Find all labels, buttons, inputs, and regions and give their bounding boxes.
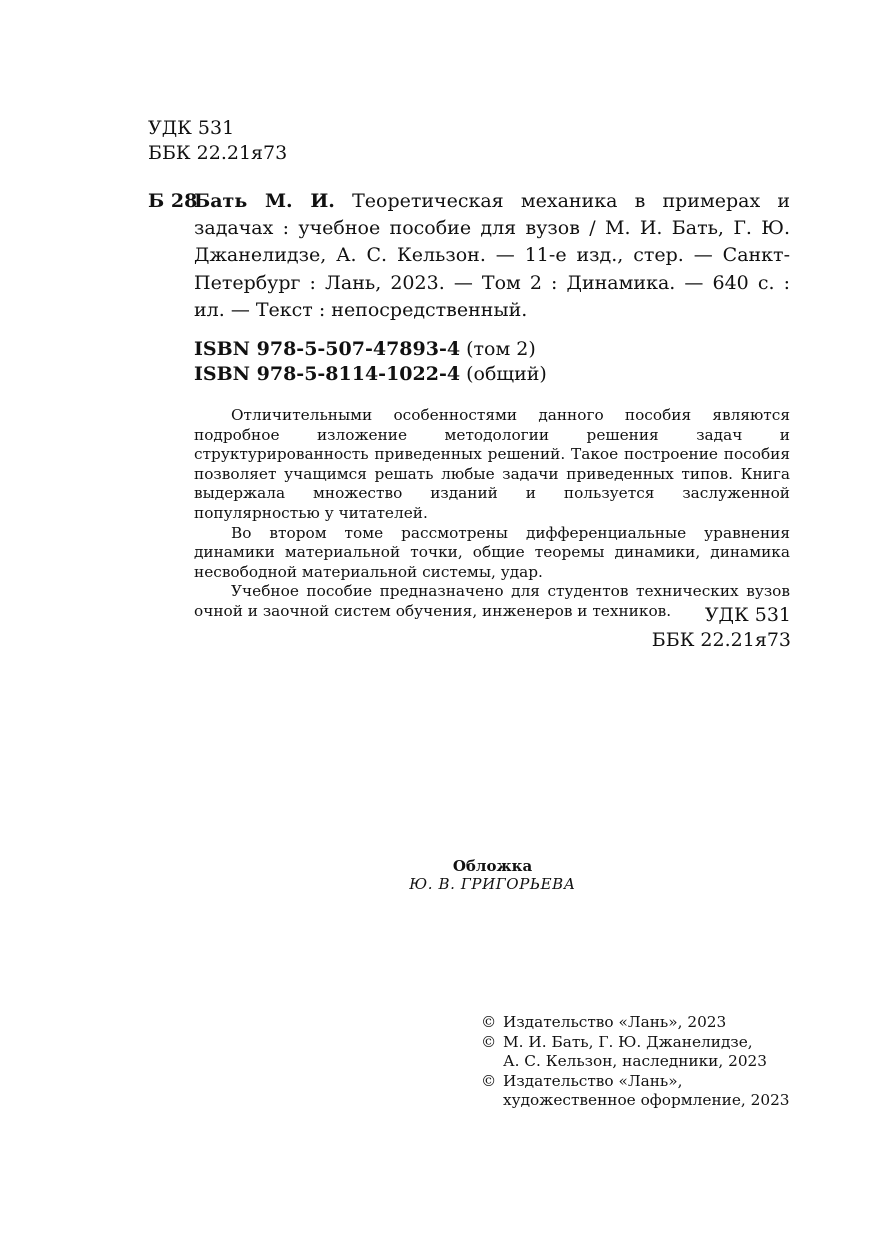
copyright-text	[503, 1072, 790, 1111]
bibliographic-description-block	[194, 188, 790, 324]
udk-code: УДК 531	[704, 604, 791, 626]
copyright-sign: ©	[481, 1071, 497, 1090]
copyright-line: художественное оформление, 2023	[503, 1091, 790, 1109]
isbn-number: ISBN 978-5-507-47893-4	[194, 338, 461, 360]
annotation	[194, 406, 790, 622]
bibliographic-description: Теоретическая механика в примерах и задачах : учебное пособие для вузов / М. И. Бать, Г. Ю. Джанелидзе, А. С. Кельзон. — 11-е изд., стер. — Санкт-Петербург : Лань, 2023. — Том 2 : Динамика. — 640 с. : ил. — Текст : непосредственный.	[194, 190, 790, 321]
classification-codes-top	[148, 116, 287, 166]
udk-code: УДК 531	[148, 117, 235, 139]
copyright-sign: ©	[481, 1013, 497, 1031]
bbk-code: ББК 22.21я73	[148, 142, 288, 164]
annotation-paragraph: Отличительными особенностями данного пособия являются подробное изложение методологии решения задач и структурированность приведенных решений. Такое построение пособия позволяет учащимся решать любые задачи приведенных типов. Книга выдержала множество изданий и пользуется заслуженной популярностью у читателей.	[194, 406, 790, 522]
annotation-paragraph: Во втором томе рассмотрены дифференциальные уравнения динамики материальной точки, общие теоремы динамики, динамика несвободной материальной системы, удар.	[194, 523, 790, 581]
isbn-line	[194, 362, 547, 387]
cover-credit	[0, 857, 875, 893]
copyright-text	[503, 1033, 767, 1072]
copyright-line: М. И. Бать, Г. Ю. Джанелидзе,	[503, 1032, 753, 1051]
isbn-line	[194, 337, 547, 362]
copyright-entry	[481, 1072, 790, 1111]
copyright-line: Издательство «Лань», 2023	[503, 1013, 727, 1031]
cover-designer: Ю. В. ГРИГОРЬЕВА	[409, 875, 576, 893]
copyright-entry	[481, 1033, 790, 1072]
cover-label: Обложка	[452, 857, 533, 875]
copyright-entry	[481, 1013, 790, 1033]
isbn-number: ISBN 978-5-8114-1022-4	[194, 363, 461, 385]
isbn-note: (общий)	[466, 363, 547, 385]
copyright-line: А. С. Кельзон, наследники, 2023	[503, 1052, 768, 1070]
annotation-paragraph: Учебное пособие предназначено для студентов технических вузов очной и заочной систем обучения, инженеров и техников.	[194, 582, 790, 620]
classification-codes-bottom	[652, 603, 791, 653]
author-index: Б 28	[148, 190, 198, 212]
isbn-block	[194, 337, 547, 387]
copyright-block	[481, 1013, 790, 1111]
copyright-line: Издательство «Лань»,	[503, 1071, 683, 1090]
bbk-code: ББК 22.21я73	[651, 629, 791, 651]
copyright-text	[503, 1013, 726, 1033]
isbn-note: (том 2)	[466, 338, 536, 360]
copyright-sign: ©	[481, 1032, 497, 1051]
author-heading: Бать М. И.	[194, 190, 335, 212]
